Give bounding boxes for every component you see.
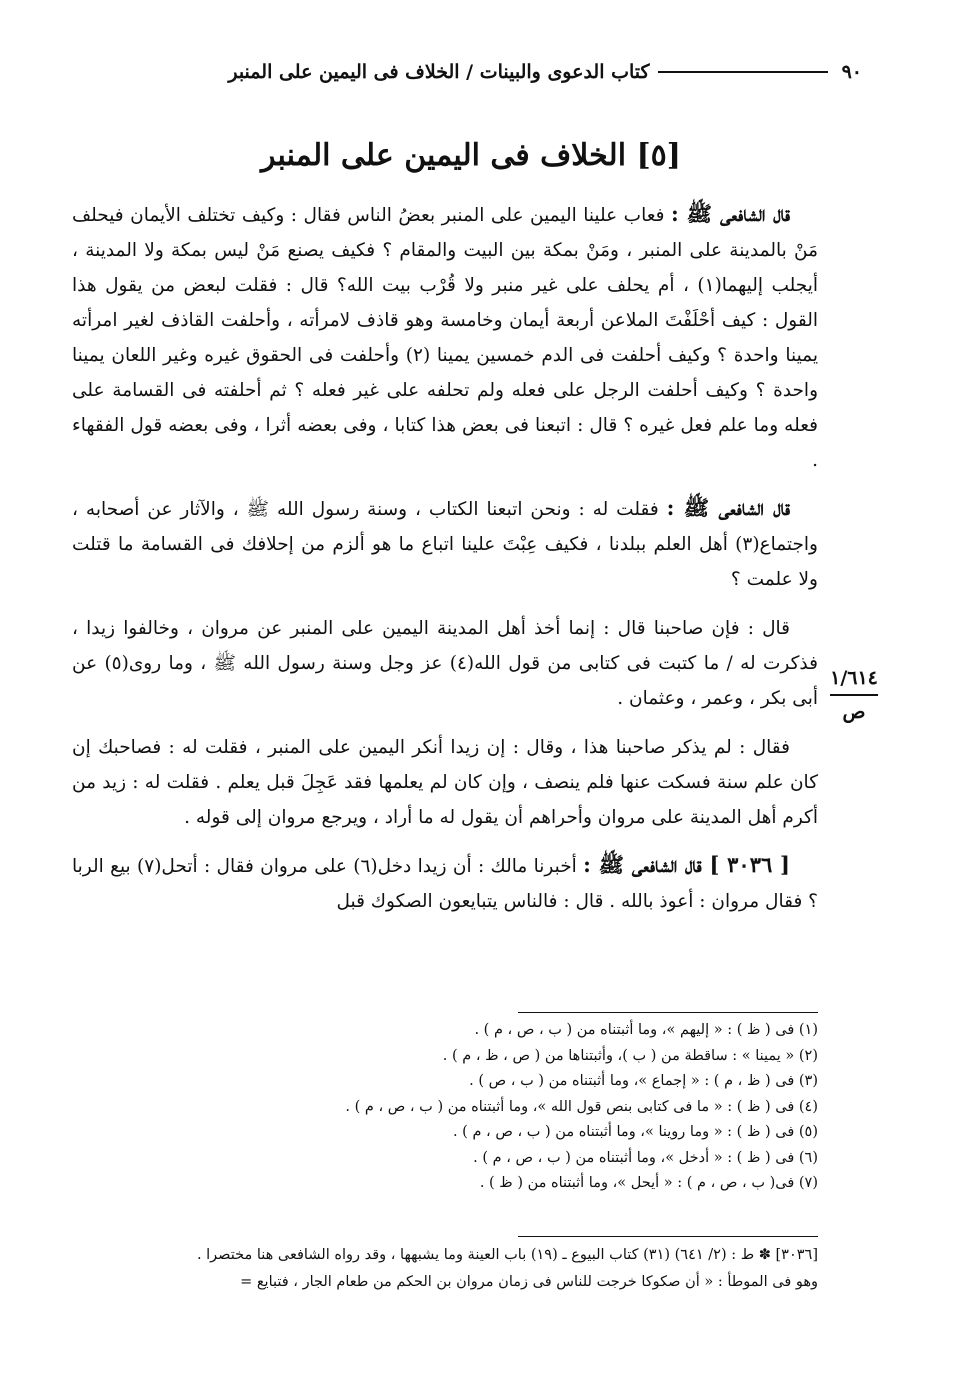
paragraph-text: فقلت له : ونحن اتبعنا الكتاب ، وسنة رسول الله ﷺ ، والآثار عن أصحابه ، واجتماع(٣) أهل العلم ببلدنا ، فكيف عِبْتَ علينا اتباع ما هو ألزم من إحلافك فى القسامة ما قتلت ولا علمت ؟ [72, 499, 818, 590]
reference-note: [٣٠٣٦] ✽ ط : (٢/ ٦٤١) (٣١) كتاب البيوع ـ (١٩) باب العينة وما يشبهها ، وقد رواه الشافعى هنا مختصرا . [196, 1247, 818, 1263]
paragraph-4 [72, 728, 818, 835]
paragraph-text: أخبرنا مالك : أن زيدا دخل(٦) على مروان فقال : أتحل(٧) بيع الربا ؟ فقال مروان : أعوذ بالله . قال : فالناس يتبايعون الصكوك قبل [72, 856, 818, 912]
paragraph-lead: قال الشافعى ﷺ : [666, 495, 790, 520]
paragraph-2 [72, 490, 818, 597]
margin-folio-number: ١/٦١٤ [830, 667, 878, 689]
paragraph-lead: قال الشافعى ﷺ : [671, 201, 790, 226]
reference-separator [518, 1236, 818, 1237]
paragraph-1 [72, 196, 818, 478]
paragraph-5 [72, 847, 818, 919]
margin-rule [830, 694, 878, 696]
footnote: (٣) فى ( ظ ، م ) : « إجماع »، وما أثبتناه من ( ب ، ص ) . [469, 1073, 818, 1089]
running-title: كتاب الدعوى والبينات / الخلاف فى اليمين على المنبر [228, 61, 650, 83]
reference-note: وهو فى الموطأ : « أن صكوكا خرجت للناس فى زمان مروان بن الحكم من طعام الجار ، فتبايع = [240, 1274, 818, 1290]
chapter-title: [٥] الخلاف فى اليمين على المنبر [260, 138, 681, 173]
footnote-separator [518, 1012, 818, 1013]
page-number: ٩٠ [841, 61, 862, 83]
header-rule [658, 71, 828, 73]
footnote: (٤) فى ( ظ ) : « ما فى كتابى بنص قول الله »، وما أثبتناه من ( ب ، ص ، م ) . [345, 1098, 818, 1115]
footnote: (٥) فى ( ظ ) : « وما روينا »، وما أثبتناه من ( ب ، ص ، م ) . [452, 1124, 818, 1140]
margin-folio-note [824, 666, 884, 724]
running-header [80, 52, 862, 92]
main-text [72, 196, 818, 931]
paragraph-text: فعاب علينا اليمين على المنبر بعضُ الناس فقال : وكيف تختلف الأيمان فيحلف مَنْ بالمدينة على المنبر ، ومَنْ بمكة بين البيت والمقام ؟ فكيف يصنع مَنْ ليس بمكة ولا المدينة ، أيجلب إليهما(١) ، أم يحلف على غير منبر ولا قُرْب بيت الله؟ قال : فقلت لبعض من يقول هذا القول : كيف أحْلَفْتَ الملاعن أربعة أيمان وخامسة وهو قاذف لامرأته ، وأحلفت القاذف لغير امرأته يمينا واحدة ؟ وكيف أحلفت فى الدم خمسين يمينا (٢) وأحلفت فى الحقوق غيره وغير اللعان يمينا واحدة ؟ وكيف أحلفت الرجل على فعله ولم تحلفه على غير فعله ؟ ثم أحلفته فى القسامة على فعله وما علم فعل غيره ؟ قال : اتبعنا فى بعض هذا كتابا ، وفى بعضه أثرا ، وفى بعضه قول الفقهاء . [72, 205, 818, 471]
source-references [72, 1242, 818, 1296]
paragraph-text: قال : فإن صاحبنا قال : إنما أخذ أهل المدينة اليمين على المنبر عن مروان ، وخالفوا زيدا ، فذكرت له / ما كتبت فى كتابى من قول الله(٤) عز وجل وسنة رسول الله ﷺ ، وما روى(٥) عن أبى بكر ، وعمر ، وعثمان . [72, 618, 818, 709]
paragraph-text: فقال : لم يذكر صاحبنا هذا ، وقال : إن زيدا أنكر اليمين على المنبر ، فقلت له : فصاحبك إن كان علم سنة فسكت عنها فلم ينصف ، وإن كان لم يعلمها فقد عَجِلَ قبل يعلم . فقلت له : زيد من أكرم أهل المدينة على مروان وأحراهم أن يقول له ما أراد ، ويرجع مروان إلى قوله . [72, 737, 818, 828]
footnote: (٧) فى( ب ، ص ، م ) : « أيحل »، وما أثبتناه من ( ظ ) . [479, 1175, 818, 1191]
margin-folio-side: ص [842, 701, 866, 723]
paragraph-lead: [ ٣٠٣٦ ] قال الشافعى ﷺ : [583, 852, 790, 877]
footnote: (٦) فى ( ظ ) : « أدخل »، وما أثبتناه من ( ب ، ص ، م ) . [473, 1149, 818, 1166]
footnote: (٢) « يمينا » : ساقطة من ( ب )، وأثبتناها من ( ص ، ظ ، م ) . [442, 1047, 818, 1064]
paragraph-3 [72, 609, 818, 716]
footnote: (١) فى ( ظ ) : « إليهم »، وما أثبتناه من ( ب ، ص ، م ) . [474, 1022, 818, 1038]
footnotes [72, 1018, 818, 1197]
